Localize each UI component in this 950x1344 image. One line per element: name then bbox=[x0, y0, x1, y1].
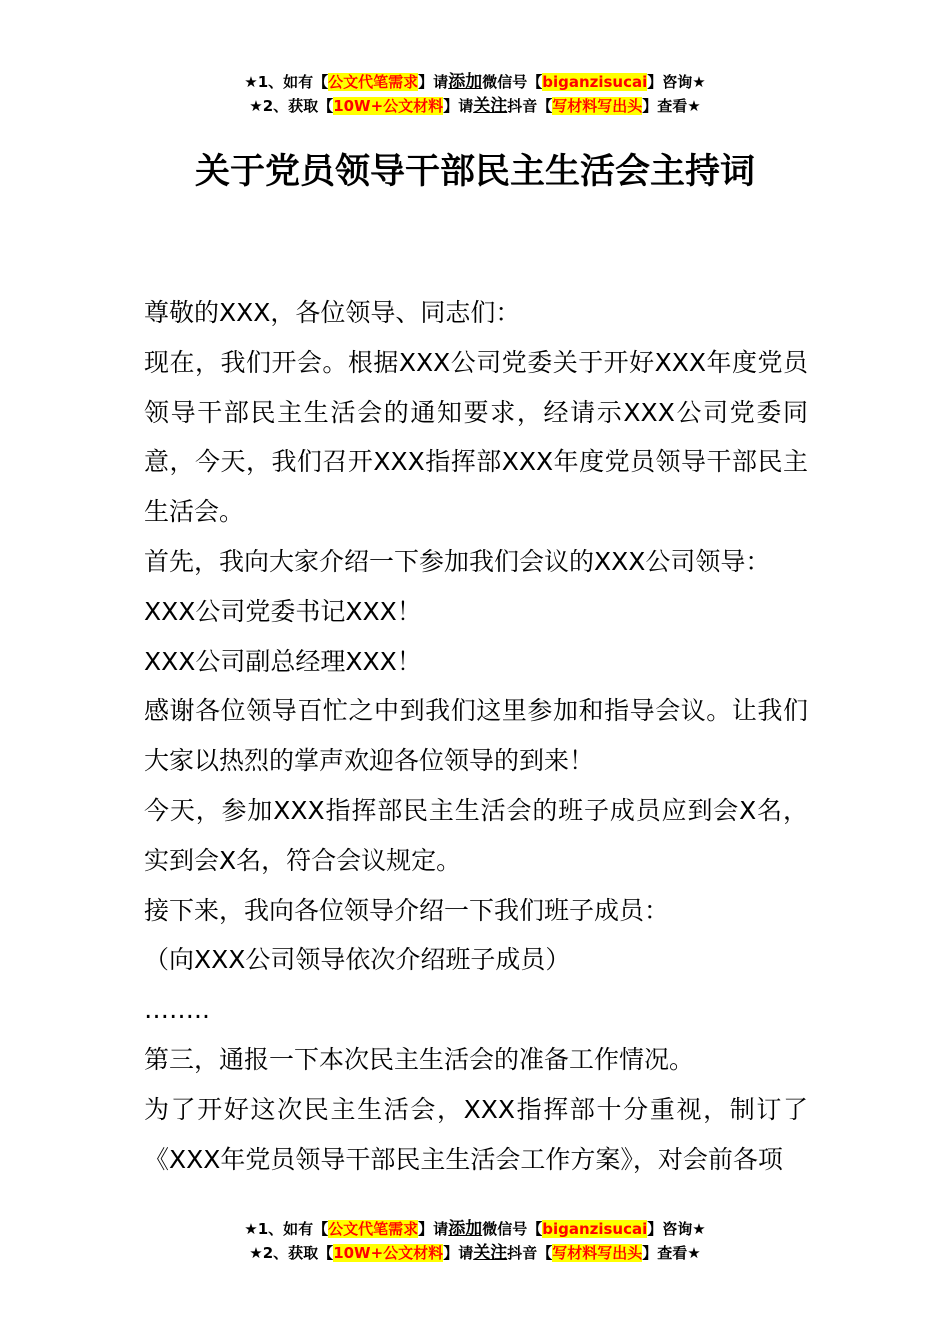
banner-highlight: 写材料写出头 bbox=[552, 97, 643, 115]
header-banner bbox=[0, 70, 950, 118]
banner-text: 】请 bbox=[418, 1220, 449, 1238]
banner-emphasis: 关注 bbox=[473, 1243, 508, 1263]
paragraph: 尊敬的XXX，各位领导、同志们： bbox=[144, 298, 521, 327]
banner-text: 抖音【 bbox=[507, 1244, 553, 1262]
footer-banner bbox=[0, 1217, 950, 1265]
banner-highlight: 10W+公文材料 bbox=[333, 1244, 444, 1262]
banner-line-2 bbox=[0, 94, 950, 118]
banner-highlight: 公文代笔需求 bbox=[328, 1220, 419, 1238]
paragraph: XXX公司副总经理XXX！ bbox=[144, 646, 422, 676]
paragraph: 第三，通报一下本次民主生活会的准备工作情况。 bbox=[144, 1044, 695, 1074]
banner-text: 微信号【 bbox=[482, 73, 543, 91]
banner-text: ★1、如有【 bbox=[244, 73, 329, 91]
paragraph: 首先，我向大家介绍一下参加我们会议的XXX公司领导： bbox=[144, 546, 771, 576]
banner-text: ★2、获取【 bbox=[249, 97, 334, 115]
banner-text: 】查看★ bbox=[642, 1244, 701, 1262]
banner-text: ★2、获取【 bbox=[249, 1244, 334, 1262]
banner-text: 抖音【 bbox=[507, 97, 553, 115]
paragraph: 为了开好这次民主生活会，XXX指挥部十分重视，制订了《XXX年党员领导干部民主生活会工作方案》，对会前各项 bbox=[144, 1094, 808, 1174]
paragraph: 今天，参加XXX指挥部民主生活会的班子成员应到会X名，实到会X名，符合会议规定。 bbox=[144, 795, 808, 875]
banner-highlight: 公文代笔需求 bbox=[328, 73, 419, 91]
banner-emphasis: 添加 bbox=[448, 72, 483, 92]
banner-text: 】请 bbox=[418, 73, 449, 91]
paragraph: 接下来，我向各位领导介绍一下我们班子成员： bbox=[144, 895, 670, 925]
paragraph: 感谢各位领导百忙之中到我们这里参加和指导会议。让我们大家以热烈的掌声欢迎各位领导的到来！ bbox=[144, 696, 808, 776]
banner-text: 】咨询★ bbox=[647, 73, 706, 91]
banner-text: ★1、如有【 bbox=[244, 1220, 329, 1238]
paragraph: …….. bbox=[144, 995, 210, 1025]
banner-highlight: 写材料写出头 bbox=[552, 1244, 643, 1262]
banner-emphasis: 关注 bbox=[473, 96, 508, 116]
banner-text: 】查看★ bbox=[642, 97, 701, 115]
banner-line-1 bbox=[0, 70, 950, 94]
paragraph: 现在，我们开会。根据XXX公司党委关于开好XXX年度党员领导干部民主生活会的通知要求，经请示XXX公司党委同意，今天，我们召开XXX指挥部XXX年度党员领导干部民主生活会。 bbox=[144, 347, 808, 527]
banner-text: 】请 bbox=[443, 1244, 474, 1262]
banner-line-2 bbox=[0, 1241, 950, 1265]
paragraph: （向XXX公司领导依次介绍班子成员） bbox=[144, 945, 571, 975]
banner-text: 微信号【 bbox=[482, 1220, 543, 1238]
document-body bbox=[144, 288, 808, 1184]
banner-text: 】咨询★ bbox=[647, 1220, 706, 1238]
paragraph: XXX公司党委书记XXX！ bbox=[144, 596, 422, 626]
banner-text: 】请 bbox=[443, 97, 474, 115]
banner-highlight: 10W+公文材料 bbox=[333, 97, 444, 115]
banner-line-1 bbox=[0, 1217, 950, 1241]
banner-emphasis: 添加 bbox=[448, 1219, 483, 1239]
banner-highlight: biganzisucai bbox=[542, 1220, 648, 1238]
document-title: 关于党员领导干部民主生活会主持词 bbox=[194, 152, 755, 192]
banner-highlight: biganzisucai bbox=[542, 73, 648, 91]
